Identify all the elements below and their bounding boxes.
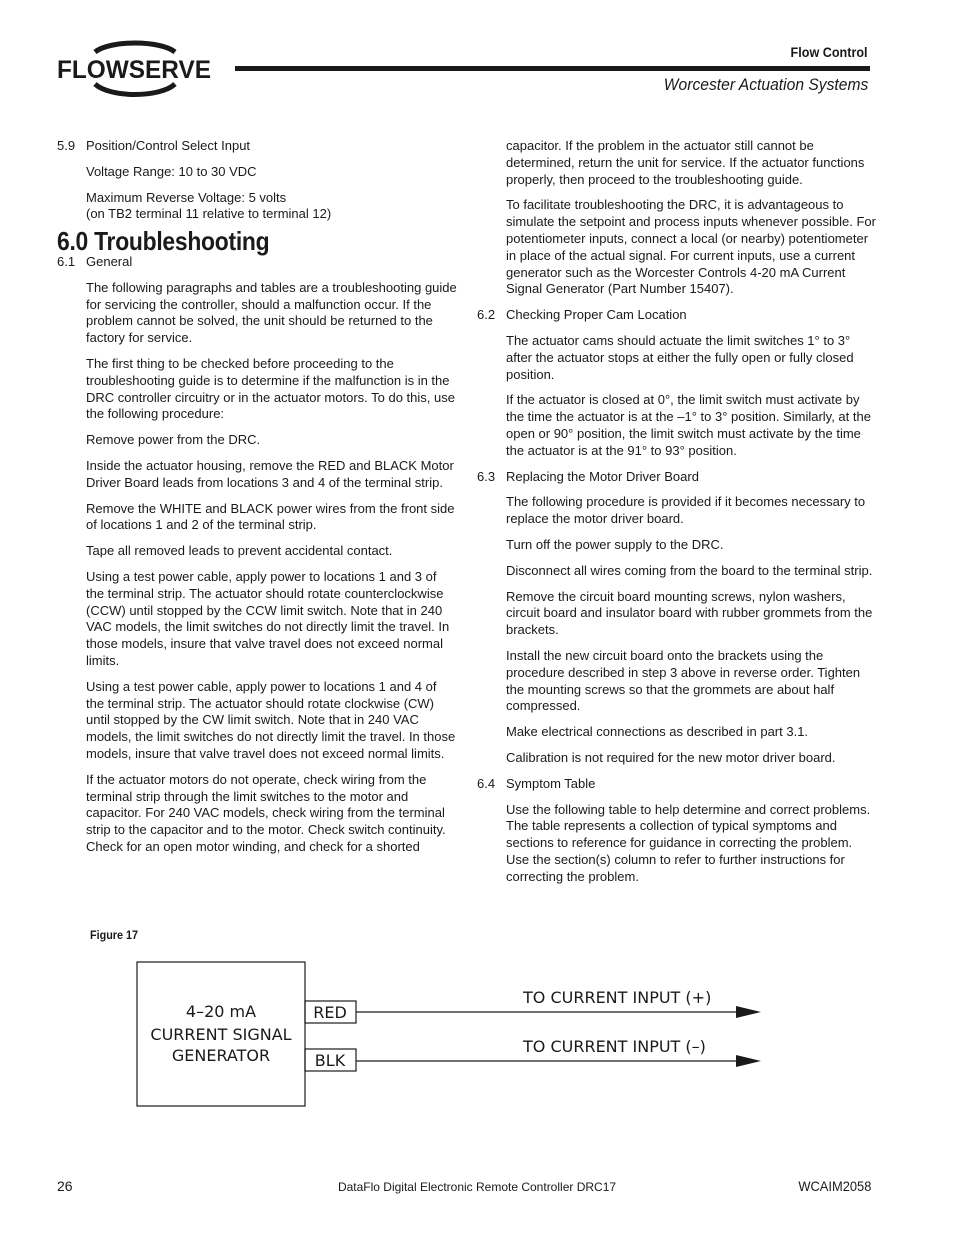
flowserve-logo: [55, 38, 215, 100]
paragraph: The following paragraphs and tables are a troubleshooting guide for servicing the controller, should a malfunction occur. If the problem cannot be solved, the unit should be returned to the factory for service.: [86, 279, 457, 346]
section-title: Symptom Table: [506, 775, 596, 791]
paragraph: Remove the circuit board mounting screws, nylon washers, circuit board and insulator board with rubber grommets from the brackets.: [506, 588, 873, 638]
blk-terminal-label: BLK: [314, 1051, 346, 1070]
reverse-voltage-line-2: (on TB2 terminal 11 relative to terminal 12): [86, 206, 332, 222]
paragraph: Using a test power cable, apply power to locations 1 and 4 of the terminal strip. The actuator should rotate clockwise (CW) until stopped by the CW limit switch. Note that in 240 VAC models, the limit switches do not directly limit the travel. In those models, insure that valve travel does not exceed normal limits.: [86, 678, 456, 761]
paragraph: The first thing to be checked before proceeding to the troubleshooting guide is to determine if the malfunction is in the DRC controller circuitry or in the actuator motors. To do this, use the following procedure:: [86, 355, 455, 422]
paragraph: Calibration is not required for the new motor driver board.: [506, 749, 836, 765]
paragraph: Using a test power cable, apply power to locations 1 and 3 of the terminal strip. The actuator should rotate counterclockwise (CCW) until stopped by the CCW limit switch. Note that in 240 VAC models, the limit switches do not directly limit the travel. In those models, insure that valve travel does not exceed normal limits.: [86, 568, 450, 668]
section-number: 6.2: [477, 307, 496, 323]
section-number: 6.4: [477, 775, 496, 791]
generator-label-line-1: 4–20 mA: [185, 1002, 257, 1021]
paragraph: Turn off the power supply to the DRC.: [506, 536, 724, 552]
reverse-voltage: [86, 190, 457, 224]
red-wire-arrowhead: [736, 1006, 761, 1018]
paragraph: The actuator cams should actuate the limit switches 1° to 3° after the actuator stops at either the fully open or fully closed position.: [506, 332, 854, 382]
paragraph: Remove the WHITE and BLACK power wires from the front side of locations 1 and 2 of the terminal strip.: [86, 500, 455, 533]
paragraph: Tape all removed leads to prevent accidental contact.: [86, 543, 393, 559]
wiring-diagram: [130, 955, 780, 1115]
section-title: Position/Control Select Input: [86, 138, 251, 153]
paragraph: Install the new circuit board onto the brackets using the procedure described in step 3 above in reverse order. Tighten the mounting screws so that the grommets are about half compressed.: [506, 647, 861, 714]
generator-label-line-3: GENERATOR: [171, 1046, 271, 1065]
document-code: WCAIM2058: [797, 1178, 871, 1194]
right-column: [477, 138, 877, 894]
blk-wire-arrowhead: [736, 1055, 761, 1067]
header-rule: [235, 66, 870, 71]
section-6-3: [477, 469, 877, 486]
paragraph: If the actuator is closed at 0°, the limit switch must activate by the time the actuator is at the –1° to 3° position. Similarly, at the open or 90° position, the limit switch must activate by the time the actuator is at the 91° to 93° position.: [506, 392, 871, 458]
paragraph: If the actuator motors do not operate, check wiring from the terminal strip through the limit switches to the motor and capacitor. For 240 VAC models, check wiring from the terminal strip to the capacitor and to the motor. Check switch continuity. Check for an open motor winding, and check for a shorted: [86, 771, 446, 854]
paragraph: The following procedure is provided if it becomes necessary to replace the motor driver board.: [506, 494, 866, 527]
section-5-9: [57, 138, 457, 155]
voltage-range: Voltage Range: 10 to 30 VDC: [86, 163, 257, 179]
division-name: Worcester Actuation Systems: [663, 75, 868, 94]
paragraph: Remove power from the DRC.: [86, 432, 261, 448]
section-6-2: [477, 307, 877, 324]
page-heading: 6.0 Troubleshooting: [57, 226, 270, 257]
section-number: 6.1: [57, 253, 76, 269]
section-6-1: [57, 254, 457, 271]
reverse-voltage-line-1: Maximum Reverse Voltage: 5 volts: [86, 189, 287, 205]
section-6-4: [477, 776, 877, 793]
section-number: 6.3: [477, 468, 496, 484]
paragraph: capacitor. If the problem in the actuator still cannot be determined, return the unit for service. If the actuator functions properly, then proceed to the troubleshooting guide.: [506, 138, 865, 187]
section-number: 5.9: [57, 138, 76, 153]
blk-wire-destination: TO CURRENT INPUT (–): [523, 1037, 706, 1056]
paragraph: Use the following table to help determine and correct problems. The table represents a collection of typical symptoms and sections to reference for guidance in correcting the problem. Use the section(s) column to refer to further instructions for correcting the problem.: [506, 801, 871, 884]
section-title: Checking Proper Cam Location: [506, 307, 687, 323]
paragraph: Inside the actuator housing, remove the RED and BLACK Motor Driver Board leads from locations 3 and 4 of the terminal strip.: [86, 457, 454, 490]
generator-label-line-2: CURRENT SIGNAL: [150, 1025, 292, 1044]
section-title: Replacing the Motor Driver Board: [506, 468, 699, 484]
paragraph: Make electrical connections as described in part 3.1.: [506, 724, 809, 740]
svg-text:FLOWSERVE: FLOWSERVE: [57, 56, 211, 84]
paragraph: To facilitate troubleshooting the DRC, it is advantageous to simulate the setpoint and process inputs whenever possible. For potentiometer inputs, connect a local (or nearby) potentiometer in place of the actual signal. For current inputs, use a current generator such as the Worcester Controls 4-20 mA Current Signal Generator (Part Number 15407).: [506, 197, 876, 297]
document-title: DataFlo Digital Electronic Remote Controller DRC17: [337, 1180, 617, 1194]
red-wire-destination: TO CURRENT INPUT (+): [523, 988, 712, 1007]
paragraph: Disconnect all wires coming from the board to the terminal strip.: [506, 562, 873, 578]
left-column: [57, 138, 457, 865]
product-line: Flow Control: [791, 44, 868, 60]
red-terminal-label: RED: [313, 1003, 347, 1022]
section-title: General: [86, 253, 133, 269]
page-number: 26: [57, 1178, 73, 1194]
figure-label: Figure 17: [90, 928, 139, 942]
